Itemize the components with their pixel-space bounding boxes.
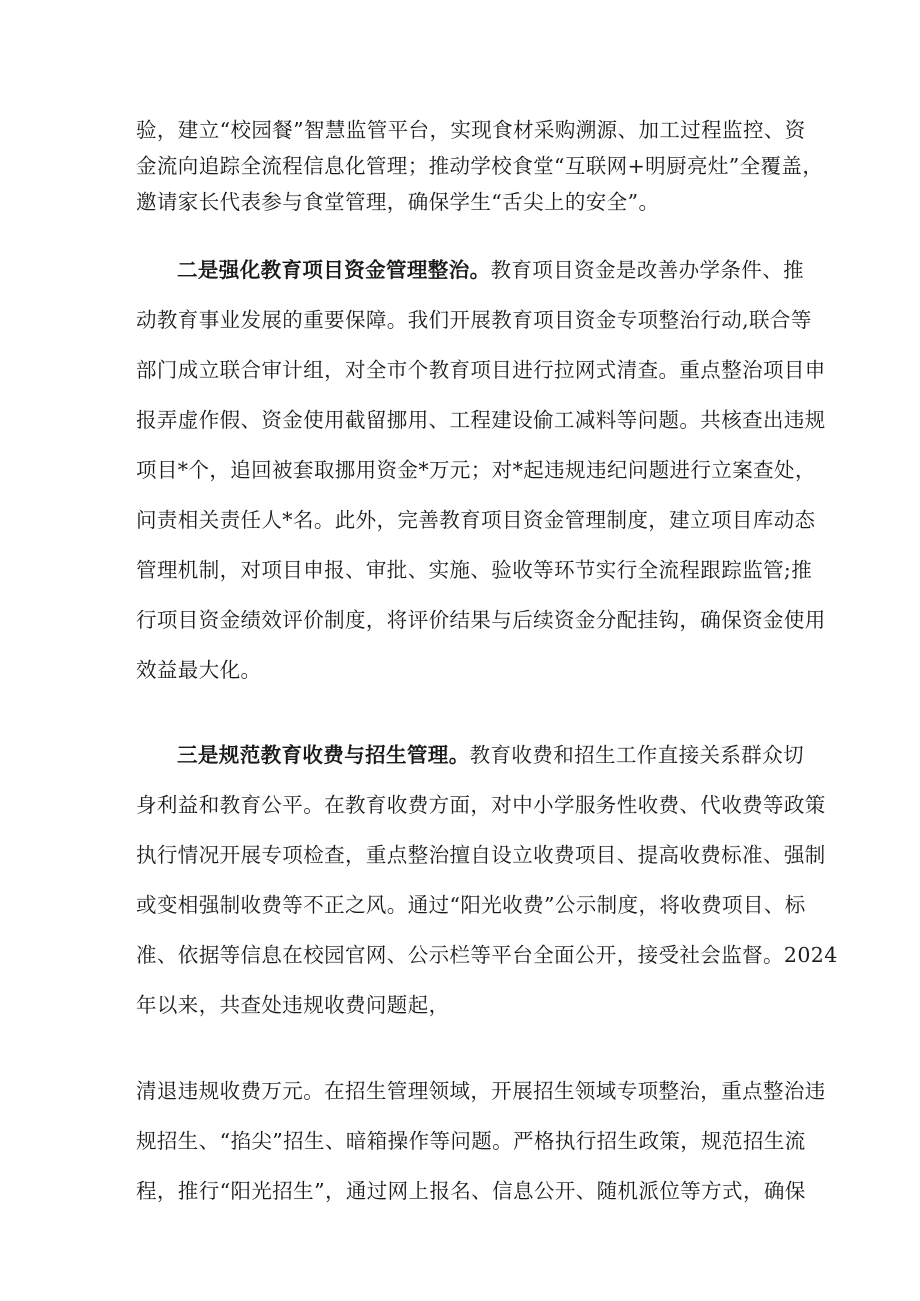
paragraph-project-funds — [136, 252, 826, 688]
text-line: 规招生、“掐尖”招生、暗箱操作等问题。严格执行招生政策，规范招生流 — [136, 1129, 806, 1153]
paragraph-enrollment-continued — [136, 1073, 826, 1209]
text-line: 问责相关责任人*名。此外，完善教育项目资金管理制度，建立项目库动态 — [136, 508, 816, 532]
text-line: 项目*个，追回被套取挪用资金*万元；对*起违规违纪问题进行立案查处， — [136, 458, 816, 482]
text-line: 验，建立“校园餐”智慧监管平台，实现食材采购溯源、加工过程监控、资 — [136, 118, 806, 142]
text-line: 执行情况开展专项检查，重点整治擅自设立收费项目、提高收费标准、强制 — [136, 843, 826, 867]
text-line: 准、依据等信息在校园官网、公示栏等平台全面公开，接受社会监督。2024 — [136, 943, 838, 967]
text-segment: 教育项目资金是改善办学条件、推 — [490, 258, 804, 282]
text-line: 金流向追踪全流程信息化管理；推动学校食堂“互联网+明厨亮灶”全覆盖， — [136, 154, 824, 178]
text-line — [136, 252, 804, 288]
paragraph-fees-enrollment — [136, 737, 838, 1023]
text-segment: 教育收费和招生工作直接关系群众切 — [469, 743, 805, 767]
text-line: 或变相强制收费等不正之风。通过“阳光收费”公示制度，将收费项目、标 — [136, 893, 806, 917]
paragraph-canteen-supervision — [136, 112, 824, 220]
text-line: 管理机制，对项目申报、审批、实施、验收等环节实行全流程跟踪监管;推 — [136, 558, 813, 582]
text-line: 年以来，共查处违规收费问题起， — [136, 993, 450, 1017]
text-line: 报弄虚作假、资金使用截留挪用、工程建设偷工减料等问题。共核查出违规 — [136, 408, 826, 432]
text-line: 程，推行“阳光招生”，通过网上报名、信息公开、随机派位等方式，确保 — [136, 1179, 806, 1203]
section-heading: 二是强化教育项目资金管理整治。 — [177, 258, 491, 282]
text-line: 部门成立联合审计组，对全市个教育项目进行拉网式清查。重点整治项目申 — [136, 358, 826, 382]
text-line: 行项目资金绩效评价制度，将评价结果与后续资金分配挂钩，确保资金使用 — [136, 608, 826, 632]
section-heading: 三是规范教育收费与招生管理。 — [177, 743, 470, 767]
text-line: 清退违规收费万元。在招生管理领域，开展招生领域专项整治，重点整治违 — [136, 1079, 826, 1103]
text-line — [136, 737, 805, 773]
text-line: 效益最大化。 — [136, 658, 262, 682]
text-line: 动教育事业发展的重要保障。我们开展教育项目资金专项整治行动,联合等 — [136, 308, 812, 332]
text-line: 身利益和教育公平。在教育收费方面，对中小学服务性收费、代收费等政策 — [136, 793, 826, 817]
text-line: 邀请家长代表参与食堂管理，确保学生“舌尖上的安全”。 — [136, 190, 660, 214]
